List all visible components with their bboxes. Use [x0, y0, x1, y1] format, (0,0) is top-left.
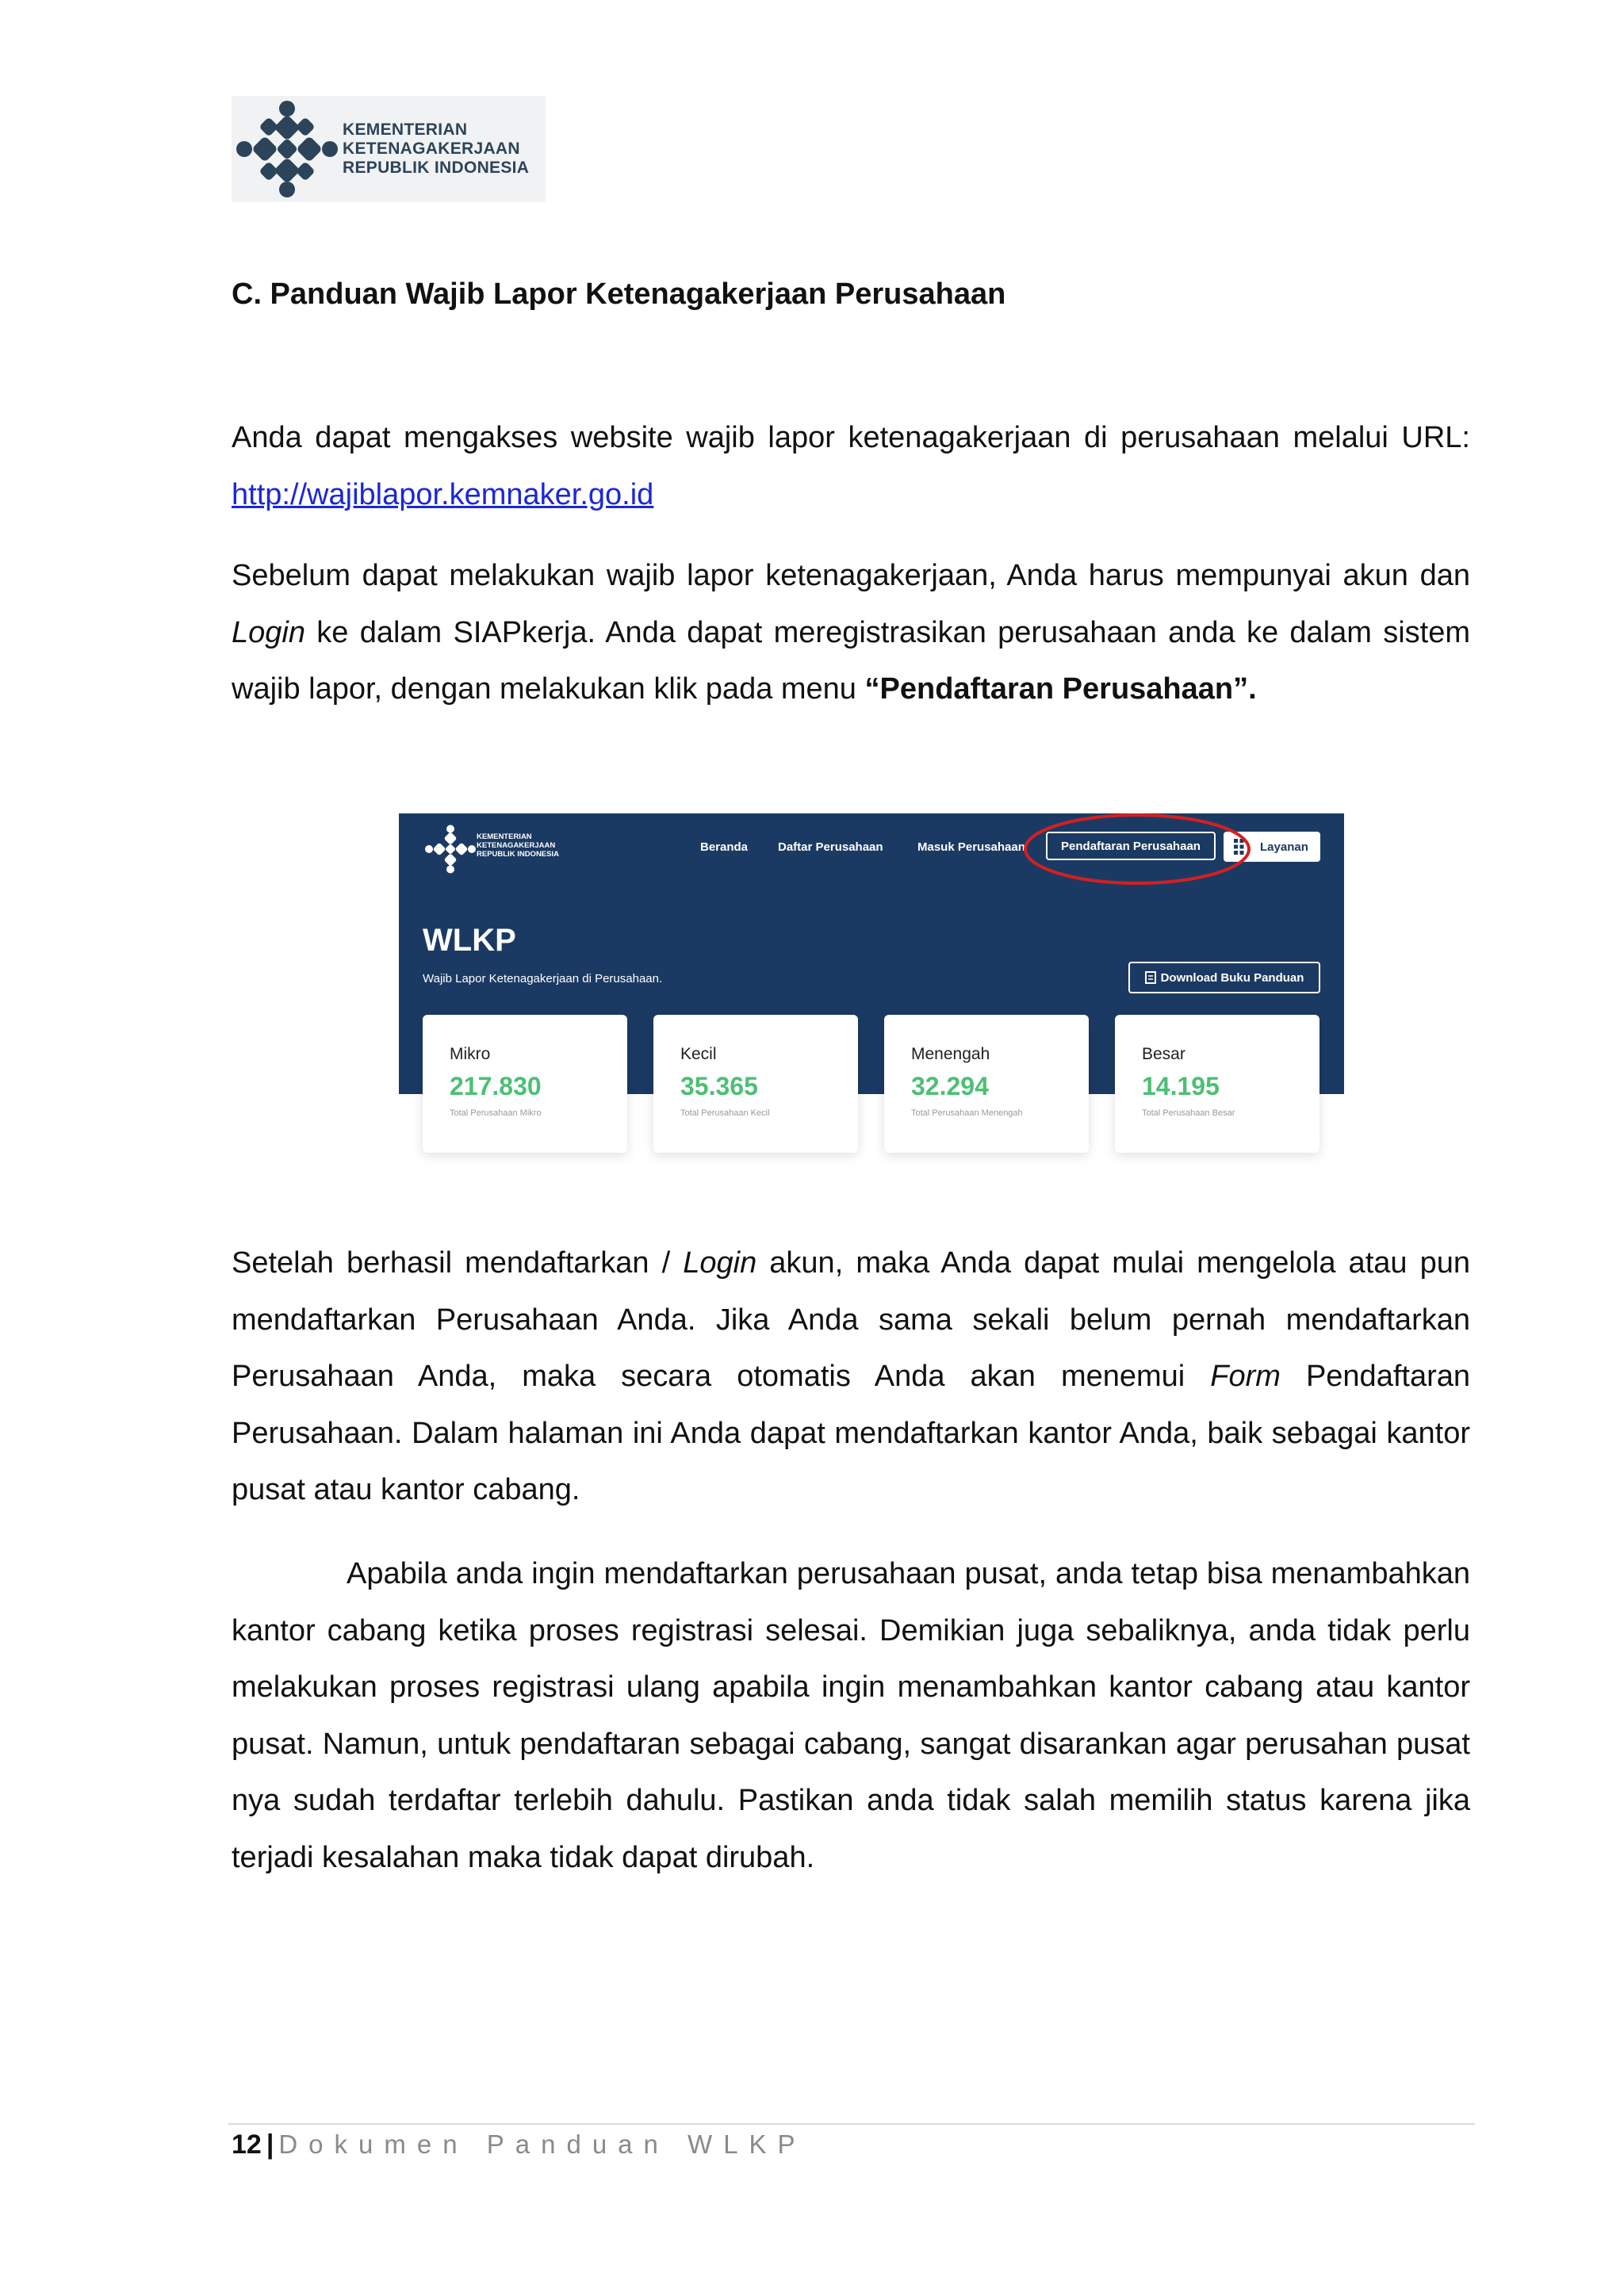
form-italic: Form [1210, 1360, 1281, 1393]
wlkp-title: WLKP [423, 923, 516, 958]
paragraph-url [232, 410, 1470, 523]
paragraph-after-login-text-a: Setelah berhasil mendaftarkan / [232, 1246, 684, 1280]
stat-card-value: 14.195 [1142, 1072, 1220, 1100]
login-italic-2: Login [683, 1246, 757, 1280]
stat-card-besar [1115, 1015, 1320, 1153]
paragraph-branch-info [232, 1546, 1470, 1886]
ministry-logo [232, 96, 546, 202]
paragraph-registration-text-a: Sebelum dapat melakukan wajib lapor ketenagakerjaan, Anda harus mempunyai akun dan [232, 559, 1470, 592]
stat-card-kecil [653, 1015, 858, 1153]
section-heading: C. Panduan Wajib Lapor Ketenagakerjaan Perusahaan [232, 277, 1006, 311]
wlkp-logo-line-2: KETENAGAKERJAAN [477, 841, 556, 850]
stat-card-menengah [884, 1015, 1089, 1153]
wlkp-logo-line-3: REPUBLIK INDONESIA [477, 850, 559, 859]
nav-daftar-perusahaan[interactable]: Daftar Perusahaan [778, 840, 883, 854]
paragraph-after-login [232, 1235, 1470, 1519]
paragraph-registration [232, 548, 1470, 718]
stat-card-value: 35.365 [680, 1072, 758, 1100]
logo-line-2: KETENAGAKERJAAN [343, 140, 520, 158]
stat-card-label: Mikro [450, 1045, 491, 1063]
nav-pendaftaran-perusahaan-button[interactable]: Pendaftaran Perusahaan [1046, 832, 1216, 860]
wajiblapor-link[interactable]: http://wajiblapor.kemnaker.go.id [232, 477, 654, 511]
login-italic: Login [232, 615, 305, 649]
download-guide-label: Download Buku Panduan [1160, 970, 1304, 985]
document-icon [1145, 971, 1156, 984]
stat-card-value: 32.294 [911, 1072, 989, 1100]
highlight-ellipse [1022, 812, 1252, 886]
paragraph-branch-info-text: Apabila anda ingin mendaftarkan perusahaan pusat, anda tetap bisa menambahkan kantor cabang ketika proses registrasi selesai. Demikian juga sebaliknya, anda tidak perlu melakukan proses registrasi ulang apabila ingin menambahkan kantor cabang atau kantor pusat. Namun, untuk pendaftaran sebagai cabang, sangat disarankan agar perusahan pusat nya sudah terdaftar terlebih dahulu. Pastikan anda tidak salah memilih status karena jika terjadi kesalahan maka tidak dapat dirubah. [232, 1557, 1470, 1874]
stat-card-value: 217.830 [450, 1072, 542, 1100]
paragraph-after-login-text-b: akun, maka Anda dapat mulai mengelola atau pun mendaftarkan Perusahaan Anda. Jika Anda sama sekali belum pernah mendaftarkan Perusahaan Anda, maka secara otomatis Anda akan menemui [232, 1246, 1471, 1393]
logo-line-1: KEMENTERIAN [343, 121, 468, 139]
wlkp-logo-text [477, 832, 559, 859]
nav-masuk-perusahaan[interactable]: Masuk Perusahaan [917, 840, 1025, 854]
ministry-logo-text [343, 121, 529, 178]
stat-card-caption: Total Perusahaan Kecil [680, 1108, 770, 1118]
footer-document-title: Dokumen Panduan WLKP [278, 2130, 806, 2159]
nav-beranda[interactable]: Beranda [700, 840, 749, 854]
nav-layanan-label: Layanan [1260, 840, 1308, 854]
logo-line-3: REPUBLIK INDONESIA [343, 159, 530, 177]
paragraph-url-text: Anda dapat mengakses website wajib lapor ketenagakerjaan di perusahaan melalui URL: [232, 421, 1470, 454]
footer-divider [228, 2123, 1475, 2125]
paragraph-registration-text-b: ke dalam SIAPkerja. Anda dapat meregistrasikan perusahaan anda ke dalam sistem wajib lapor, dengan melakukan klik pada menu [232, 615, 1470, 706]
footer-separator: | [266, 2130, 274, 2160]
page-footer [232, 2130, 806, 2160]
page-number: 12 [232, 2130, 262, 2160]
stat-card-label: Kecil [680, 1045, 717, 1063]
stat-card-label: Menengah [911, 1045, 990, 1063]
pendaftaran-quote: “Pendaftaran Perusahaan”. [864, 672, 1257, 706]
stat-card-caption: Total Perusahaan Mikro [450, 1108, 542, 1118]
paragraph-after-login-text-c: Pendaftaran Perusahaan. Dalam halaman ini Anda dapat mendaftarkan kantor Anda, baik sebagai kantor pusat atau kantor cabang. [232, 1360, 1470, 1506]
stat-card-caption: Total Perusahaan Besar [1142, 1108, 1235, 1118]
stat-card-label: Besar [1142, 1045, 1185, 1063]
stat-card-mikro [423, 1015, 627, 1153]
wlkp-emblem-icon [423, 821, 478, 877]
ministry-emblem-icon [232, 96, 343, 202]
stat-card-caption: Total Perusahaan Menengah [911, 1108, 1023, 1118]
wlkp-homepage-screenshot [399, 813, 1344, 1162]
wlkp-subtitle: Wajib Lapor Ketenagakerjaan di Perusahaan. [423, 972, 663, 985]
wlkp-logo-line-1: KEMENTERIAN [477, 832, 532, 841]
download-guide-button[interactable] [1128, 962, 1320, 993]
